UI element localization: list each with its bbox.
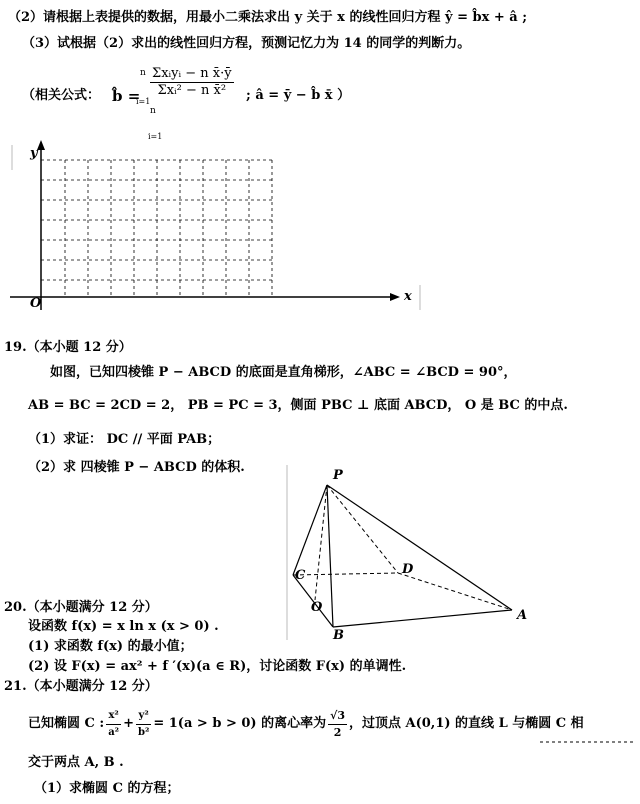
label-O: O	[311, 600, 323, 615]
q20-part2: (2) 设 F(x) = ax² + f ′(x)(a ∈ R)，讨论函数 F(x) 的单调性.	[28, 659, 407, 674]
q21-heading: 21.（本小题满分 12 分）	[4, 679, 158, 694]
x-axis-label: x	[404, 289, 412, 304]
x-sq-num: x²	[106, 708, 121, 725]
q21-part1: （1）求椭圆 C 的方程；	[34, 781, 180, 796]
formula-a-hat: ; â = ȳ − b̂ x̄ ）	[246, 88, 351, 103]
q20-part1: (1) 求函数 f(x) 的最小值；	[28, 639, 193, 654]
q21-line2: 交于两点 A, B .	[28, 755, 124, 770]
formula-denominator: Σxᵢ² − n x̄²	[157, 83, 227, 98]
origin-label: O	[30, 296, 42, 311]
sum2-upper-n: n	[150, 106, 156, 116]
q19-part1: （1）求证： DC // 平面 PAB；	[28, 432, 221, 447]
q19-line2: AB = BC = 2CD = 2， PB = PC = 3，侧面 PBC ⊥ 底面 ABCD， O 是 BC 的中点.	[28, 398, 568, 413]
q21-line1-post: ，过顶点 A(0,1) 的直线 L 与椭圆 C 相	[348, 716, 584, 731]
y-axis-label: y	[30, 146, 38, 161]
two-den: 2	[333, 725, 342, 739]
label-C: C	[295, 568, 306, 583]
q21-line1-pre: 已知椭圆 C :	[28, 716, 105, 731]
q20-heading: 20.（本小题满分 12 分）	[4, 600, 158, 615]
q19-heading: 19.（本小题 12 分）	[4, 340, 132, 355]
b-sq-den: b²	[137, 726, 150, 738]
formula-numerator: Σxᵢyᵢ − n x̄·ȳ	[152, 66, 232, 81]
formula-b-hat: b̂ =	[112, 87, 141, 105]
label-B: B	[333, 628, 344, 643]
sum-lower-i1: i=1	[136, 97, 151, 106]
q18-part3: （3）试根据（2）求出的线性回归方程，预测记忆力为 14 的同学的判断力。	[22, 36, 471, 51]
formula-label: （相关公式：	[22, 88, 101, 103]
q21-line1-mid: = 1(a > b > 0) 的离心率为	[153, 716, 327, 731]
a-sq-den: a²	[108, 726, 120, 738]
q18-part2-text: （2）请根据上表提供的数据，用最小二乘法求出 y 关于 x 的线性回归方程	[8, 10, 441, 25]
q19-line1: 如图，已知四棱锥 P − ABCD 的底面是直角梯形，∠ABC = ∠BCD = 90°，	[50, 365, 517, 380]
sum-upper-n: n	[140, 68, 146, 78]
plus-sign: +	[123, 716, 134, 731]
q19-part2: （2）求 四棱锥 P − ABCD 的体积.	[28, 460, 245, 475]
q18-part2-equation: ŷ = b̂x + â ;	[445, 10, 528, 25]
q20-line1: 设函数 f(x) = x ln x (x > 0) .	[28, 619, 219, 634]
sum2-lower-i1: i=1	[148, 132, 163, 141]
label-P: P	[333, 468, 343, 483]
y-sq-num: y²	[136, 708, 151, 725]
label-A: A	[517, 608, 528, 623]
sqrt3-num: √3	[328, 708, 347, 725]
label-D: D	[402, 562, 414, 577]
